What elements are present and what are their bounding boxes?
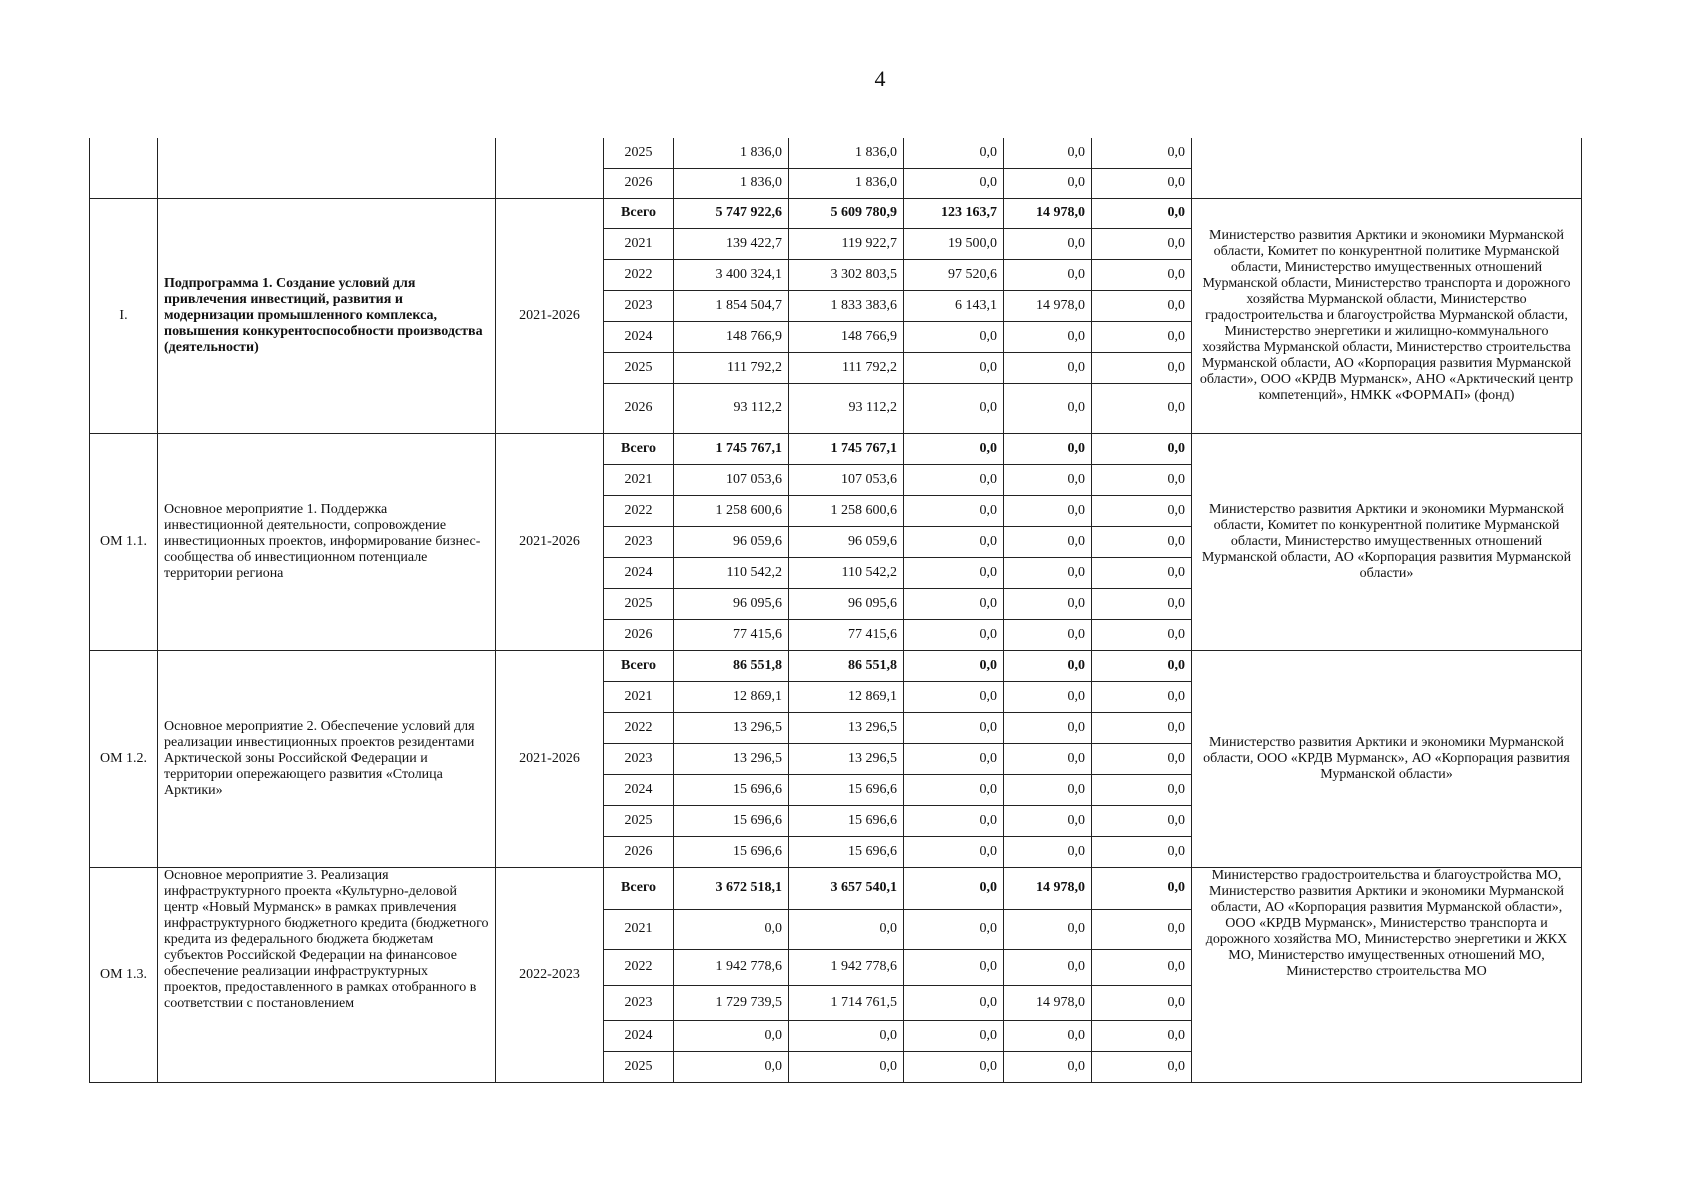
other-sources-cell: 0,0: [1092, 321, 1192, 352]
total-amount-cell: 1 942 778,6: [674, 949, 789, 985]
year-cell: 2021: [604, 228, 674, 259]
local-budget-cell: 0,0: [1004, 168, 1092, 198]
local-budget-cell: 0,0: [1004, 949, 1092, 985]
local-budget-cell: 0,0: [1004, 836, 1092, 867]
local-budget-cell: 0,0: [1004, 433, 1092, 464]
year-cell: 2022: [604, 712, 674, 743]
other-sources-cell: 0,0: [1092, 138, 1192, 168]
year-cell: Всего: [604, 650, 674, 681]
total-amount-cell: 107 053,6: [674, 464, 789, 495]
other-sources-cell: 0,0: [1092, 681, 1192, 712]
regional-budget-cell: 1 258 600,6: [789, 495, 904, 526]
regional-budget-cell: 1 745 767,1: [789, 433, 904, 464]
regional-budget-cell: 15 696,6: [789, 774, 904, 805]
table-row: [90, 650, 1582, 681]
total-amount-cell: 1 854 504,7: [674, 290, 789, 321]
local-budget-cell: 0,0: [1004, 259, 1092, 290]
local-budget-cell: 0,0: [1004, 464, 1092, 495]
federal-budget-cell: 0,0: [904, 352, 1004, 383]
total-amount-cell: 1 745 767,1: [674, 433, 789, 464]
year-cell: Всего: [604, 433, 674, 464]
regional-budget-cell: 12 869,1: [789, 681, 904, 712]
total-amount-cell: 13 296,5: [674, 712, 789, 743]
federal-budget-cell: 0,0: [904, 557, 1004, 588]
regional-budget-cell: 15 696,6: [789, 805, 904, 836]
regional-budget-cell: 86 551,8: [789, 650, 904, 681]
regional-budget-cell: 77 415,6: [789, 619, 904, 650]
local-budget-cell: 0,0: [1004, 383, 1092, 433]
local-budget-cell: 0,0: [1004, 588, 1092, 619]
other-sources-cell: 0,0: [1092, 712, 1192, 743]
executors-cell: Министерство развития Арктики и экономики Мурманской области, Комитет по конкурентной политике Мурманской области, Министерство имущественных отношений Мурманской области, Министерство транспорта и дорожного хозяйства Мурманской области, Министерство градостроительства и благоустройства Мурманской области, Министерство энергетики и жилищно-коммунального хозяйства Мурманской области, Министерство строительства Мурманской области, АО «Корпорация развития Мурманской области», ООО «КРДВ Мурманск», АНО «Арктический центр компетенций», НМКК «ФОРМАП» (фонд): [1192, 198, 1582, 433]
row-number: I.: [90, 198, 158, 433]
table-row: [90, 867, 1582, 909]
regional-budget-cell: 15 696,6: [789, 836, 904, 867]
federal-budget-cell: 0,0: [904, 433, 1004, 464]
table-row: [90, 198, 1582, 228]
year-cell: 2024: [604, 774, 674, 805]
program-name: Основное мероприятие 2. Обеспечение условий для реализации инвестиционных проектов резидентами Арктической зоны Российской Федерации и территории опережающего развития «Столица Арктики»: [158, 650, 496, 867]
local-budget-cell: 14 978,0: [1004, 867, 1092, 909]
other-sources-cell: 0,0: [1092, 557, 1192, 588]
total-amount-cell: 3 672 518,1: [674, 867, 789, 909]
other-sources-cell: 0,0: [1092, 836, 1192, 867]
row-number: ОМ 1.1.: [90, 433, 158, 650]
other-sources-cell: 0,0: [1092, 949, 1192, 985]
implementation-period: 2021-2026: [496, 433, 604, 650]
year-cell: 2022: [604, 259, 674, 290]
year-cell: 2026: [604, 168, 674, 198]
row-number: ОМ 1.2.: [90, 650, 158, 867]
federal-budget-cell: 0,0: [904, 712, 1004, 743]
regional-budget-cell: 148 766,9: [789, 321, 904, 352]
total-amount-cell: 96 059,6: [674, 526, 789, 557]
total-amount-cell: 13 296,5: [674, 743, 789, 774]
year-cell: 2024: [604, 321, 674, 352]
year-cell: 2024: [604, 1020, 674, 1051]
regional-budget-cell: 3 302 803,5: [789, 259, 904, 290]
year-cell: 2021: [604, 909, 674, 949]
year-cell: 2023: [604, 526, 674, 557]
budget-table: [89, 138, 1582, 1083]
implementation-period: 2021-2026: [496, 650, 604, 867]
total-amount-cell: 86 551,8: [674, 650, 789, 681]
row-number: [90, 138, 158, 198]
total-amount-cell: 0,0: [674, 1051, 789, 1082]
federal-budget-cell: 0,0: [904, 949, 1004, 985]
regional-budget-cell: 110 542,2: [789, 557, 904, 588]
regional-budget-cell: 5 609 780,9: [789, 198, 904, 228]
row-number: ОМ 1.3.: [90, 867, 158, 1082]
regional-budget-cell: 3 657 540,1: [789, 867, 904, 909]
regional-budget-cell: 1 836,0: [789, 138, 904, 168]
federal-budget-cell: 0,0: [904, 743, 1004, 774]
regional-budget-cell: 1 714 761,5: [789, 985, 904, 1020]
federal-budget-cell: 0,0: [904, 805, 1004, 836]
federal-budget-cell: 0,0: [904, 383, 1004, 433]
federal-budget-cell: 0,0: [904, 1051, 1004, 1082]
year-cell: 2021: [604, 681, 674, 712]
year-cell: 2025: [604, 1051, 674, 1082]
federal-budget-cell: 0,0: [904, 867, 1004, 909]
local-budget-cell: 0,0: [1004, 712, 1092, 743]
other-sources-cell: 0,0: [1092, 168, 1192, 198]
total-amount-cell: 1 836,0: [674, 138, 789, 168]
other-sources-cell: 0,0: [1092, 198, 1192, 228]
table-row: [90, 433, 1582, 464]
implementation-period: [496, 138, 604, 198]
local-budget-cell: 0,0: [1004, 619, 1092, 650]
year-cell: 2023: [604, 743, 674, 774]
local-budget-cell: 0,0: [1004, 557, 1092, 588]
federal-budget-cell: 0,0: [904, 321, 1004, 352]
total-amount-cell: 0,0: [674, 1020, 789, 1051]
year-cell: 2025: [604, 588, 674, 619]
local-budget-cell: 0,0: [1004, 743, 1092, 774]
local-budget-cell: 0,0: [1004, 650, 1092, 681]
total-amount-cell: 3 400 324,1: [674, 259, 789, 290]
federal-budget-cell: 0,0: [904, 836, 1004, 867]
local-budget-cell: 0,0: [1004, 681, 1092, 712]
year-cell: 2025: [604, 352, 674, 383]
year-cell: 2023: [604, 985, 674, 1020]
federal-budget-cell: 19 500,0: [904, 228, 1004, 259]
executors-cell: Министерство развития Арктики и экономики Мурманской области, Комитет по конкурентной политике Мурманской области, Министерство имущественных отношений Мурманской области, АО «Корпорация развития Мурманской области»: [1192, 433, 1582, 650]
implementation-period: 2021-2026: [496, 198, 604, 433]
executors-cell: [1192, 138, 1582, 198]
federal-budget-cell: 0,0: [904, 681, 1004, 712]
regional-budget-cell: 93 112,2: [789, 383, 904, 433]
year-cell: 2022: [604, 949, 674, 985]
year-cell: Всего: [604, 198, 674, 228]
regional-budget-cell: 96 095,6: [789, 588, 904, 619]
local-budget-cell: 0,0: [1004, 1051, 1092, 1082]
page-number: 4: [874, 66, 886, 91]
local-budget-cell: 0,0: [1004, 228, 1092, 259]
total-amount-cell: 110 542,2: [674, 557, 789, 588]
other-sources-cell: 0,0: [1092, 588, 1192, 619]
local-budget-cell: 0,0: [1004, 1020, 1092, 1051]
year-cell: 2025: [604, 138, 674, 168]
other-sources-cell: 0,0: [1092, 495, 1192, 526]
local-budget-cell: 0,0: [1004, 526, 1092, 557]
other-sources-cell: 0,0: [1092, 1051, 1192, 1082]
local-budget-cell: 0,0: [1004, 805, 1092, 836]
local-budget-cell: 14 978,0: [1004, 290, 1092, 321]
regional-budget-cell: 1 942 778,6: [789, 949, 904, 985]
federal-budget-cell: 0,0: [904, 985, 1004, 1020]
other-sources-cell: 0,0: [1092, 650, 1192, 681]
program-name: Подпрограмма 1. Создание условий для привлечения инвестиций, развития и модернизации промышленного комплекса, повышения конкурентоспособности производства (деятельности): [158, 198, 496, 433]
regional-budget-cell: 1 833 383,6: [789, 290, 904, 321]
other-sources-cell: 0,0: [1092, 1020, 1192, 1051]
program-name: Основное мероприятие 1. Поддержка инвестиционной деятельности, сопровождение инвестиционных проектов, информирование бизнес-сообщества об инвестиционном потенциале территории региона: [158, 433, 496, 650]
total-amount-cell: 148 766,9: [674, 321, 789, 352]
year-cell: 2023: [604, 290, 674, 321]
federal-budget-cell: 0,0: [904, 138, 1004, 168]
program-name: Основное мероприятие 3. Реализация инфраструктурного проекта «Культурно-деловой центр «Новый Мурманск» в рамках привлечения инфраструктурного бюджетного кредита (бюджетного кредита из федерального бюджета бюджетам субъектов Российской Федерации на финансовое обеспечение реализации инфраструктурных проектов, предоставленного в рамках отобранного в соответствии с постановлением: [158, 867, 496, 1082]
other-sources-cell: 0,0: [1092, 743, 1192, 774]
total-amount-cell: 0,0: [674, 909, 789, 949]
federal-budget-cell: 0,0: [904, 588, 1004, 619]
local-budget-cell: 0,0: [1004, 321, 1092, 352]
federal-budget-cell: 0,0: [904, 495, 1004, 526]
total-amount-cell: 96 095,6: [674, 588, 789, 619]
total-amount-cell: 1 836,0: [674, 168, 789, 198]
other-sources-cell: 0,0: [1092, 352, 1192, 383]
total-amount-cell: 15 696,6: [674, 836, 789, 867]
other-sources-cell: 0,0: [1092, 867, 1192, 909]
other-sources-cell: 0,0: [1092, 433, 1192, 464]
regional-budget-cell: 96 059,6: [789, 526, 904, 557]
local-budget-cell: 14 978,0: [1004, 198, 1092, 228]
local-budget-cell: 0,0: [1004, 909, 1092, 949]
other-sources-cell: 0,0: [1092, 805, 1192, 836]
regional-budget-cell: 0,0: [789, 1020, 904, 1051]
other-sources-cell: 0,0: [1092, 985, 1192, 1020]
regional-budget-cell: 119 922,7: [789, 228, 904, 259]
year-cell: Всего: [604, 867, 674, 909]
program-name: [158, 138, 496, 198]
local-budget-cell: 0,0: [1004, 495, 1092, 526]
implementation-period: 2022-2023: [496, 867, 604, 1082]
regional-budget-cell: 13 296,5: [789, 712, 904, 743]
regional-budget-cell: 0,0: [789, 1051, 904, 1082]
total-amount-cell: 12 869,1: [674, 681, 789, 712]
other-sources-cell: 0,0: [1092, 290, 1192, 321]
federal-budget-cell: 123 163,7: [904, 198, 1004, 228]
table-row: [90, 138, 1582, 168]
total-amount-cell: 1 729 739,5: [674, 985, 789, 1020]
other-sources-cell: 0,0: [1092, 526, 1192, 557]
local-budget-cell: 0,0: [1004, 138, 1092, 168]
federal-budget-cell: 0,0: [904, 1020, 1004, 1051]
year-cell: 2025: [604, 805, 674, 836]
other-sources-cell: 0,0: [1092, 228, 1192, 259]
federal-budget-cell: 0,0: [904, 526, 1004, 557]
local-budget-cell: 0,0: [1004, 352, 1092, 383]
federal-budget-cell: 97 520,6: [904, 259, 1004, 290]
regional-budget-cell: 107 053,6: [789, 464, 904, 495]
regional-budget-cell: 111 792,2: [789, 352, 904, 383]
total-amount-cell: 77 415,6: [674, 619, 789, 650]
other-sources-cell: 0,0: [1092, 259, 1192, 290]
year-cell: 2026: [604, 619, 674, 650]
federal-budget-cell: 0,0: [904, 774, 1004, 805]
federal-budget-cell: 0,0: [904, 168, 1004, 198]
other-sources-cell: 0,0: [1092, 774, 1192, 805]
year-cell: 2021: [604, 464, 674, 495]
total-amount-cell: 5 747 922,6: [674, 198, 789, 228]
local-budget-cell: 14 978,0: [1004, 985, 1092, 1020]
federal-budget-cell: 0,0: [904, 464, 1004, 495]
other-sources-cell: 0,0: [1092, 464, 1192, 495]
executors-cell: Министерство градостроительства и благоустройства МО, Министерство развития Арктики и экономики Мурманской области, АО «Корпорация развития Мурманской области», ООО «КРДВ Мурманск», Министерство транспорта и дорожного хозяйства МО, Министерство энергетики и ЖКХ МО, Министерство имущественных отношений МО, Министерство строительства МО: [1192, 867, 1582, 1082]
year-cell: 2026: [604, 383, 674, 433]
federal-budget-cell: 0,0: [904, 619, 1004, 650]
federal-budget-cell: 0,0: [904, 909, 1004, 949]
other-sources-cell: 0,0: [1092, 383, 1192, 433]
other-sources-cell: 0,0: [1092, 909, 1192, 949]
regional-budget-cell: 1 836,0: [789, 168, 904, 198]
total-amount-cell: 139 422,7: [674, 228, 789, 259]
regional-budget-cell: 0,0: [789, 909, 904, 949]
local-budget-cell: 0,0: [1004, 774, 1092, 805]
federal-budget-cell: 6 143,1: [904, 290, 1004, 321]
total-amount-cell: 15 696,6: [674, 774, 789, 805]
federal-budget-cell: 0,0: [904, 650, 1004, 681]
total-amount-cell: 15 696,6: [674, 805, 789, 836]
total-amount-cell: 1 258 600,6: [674, 495, 789, 526]
executors-cell: Министерство развития Арктики и экономики Мурманской области, ООО «КРДВ Мурманск», АО «Корпорация развития Мурманской области»: [1192, 650, 1582, 867]
year-cell: 2024: [604, 557, 674, 588]
regional-budget-cell: 13 296,5: [789, 743, 904, 774]
total-amount-cell: 111 792,2: [674, 352, 789, 383]
total-amount-cell: 93 112,2: [674, 383, 789, 433]
other-sources-cell: 0,0: [1092, 619, 1192, 650]
year-cell: 2022: [604, 495, 674, 526]
year-cell: 2026: [604, 836, 674, 867]
